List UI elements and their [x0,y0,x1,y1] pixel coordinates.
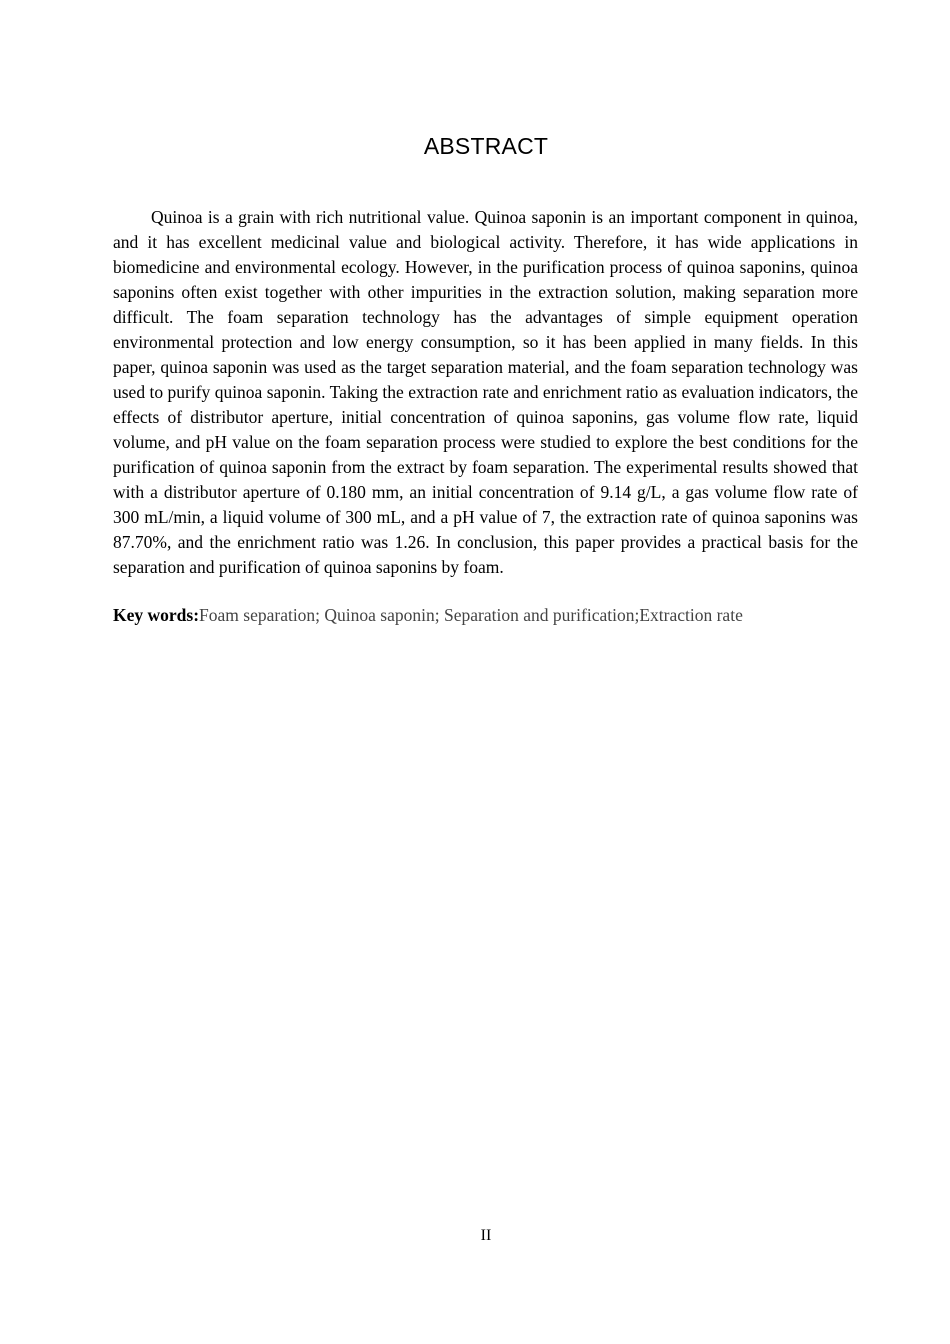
keywords-label: Key words: [113,605,200,625]
keywords-text: Foam separation; Quinoa saponin; Separation and purification;Extraction rate [199,605,743,625]
page-number: II [480,1227,492,1244]
keywords-line [113,603,858,628]
abstract-title: ABSTRACT [423,133,549,159]
abstract-body: Quinoa is a grain with rich nutritional value. Quinoa saponin is an important component in quinoa, and it has excellent medicinal value and biological activity. Therefore, it has wide applications in biomedicine and environmental ecology. However, in the purification process of quinoa saponins, quinoa saponins often exist together with other impurities in the extraction solution, making separation more difficult. The foam separation technology has the advantages of simple equipment operation environmental protection and low energy consumption, so it has been applied in many fields. In this paper, quinoa saponin was used as the target separation material, and the foam separation technology was used to purify quinoa saponin. Taking the extraction rate and enrichment ratio as evaluation indicators, the effects of distributor aperture, initial concentration of quinoa saponins, gas volume flow rate, liquid volume, and pH value on the foam separation process were studied to explore the best conditions for the purification of quinoa saponin from the extract by foam separation. The experimental results showed that with a distributor aperture of 0.180 mm, an initial concentration of 9.14 g/L, a gas volume flow rate of 300 mL/min, a liquid volume of 300 mL, and a pH value of 7, the extraction rate of quinoa saponins was 87.70%, and the enrichment ratio was 1.26. In conclusion, this paper provides a practical basis for the separation and purification of quinoa saponins by foam. [113,207,858,577]
